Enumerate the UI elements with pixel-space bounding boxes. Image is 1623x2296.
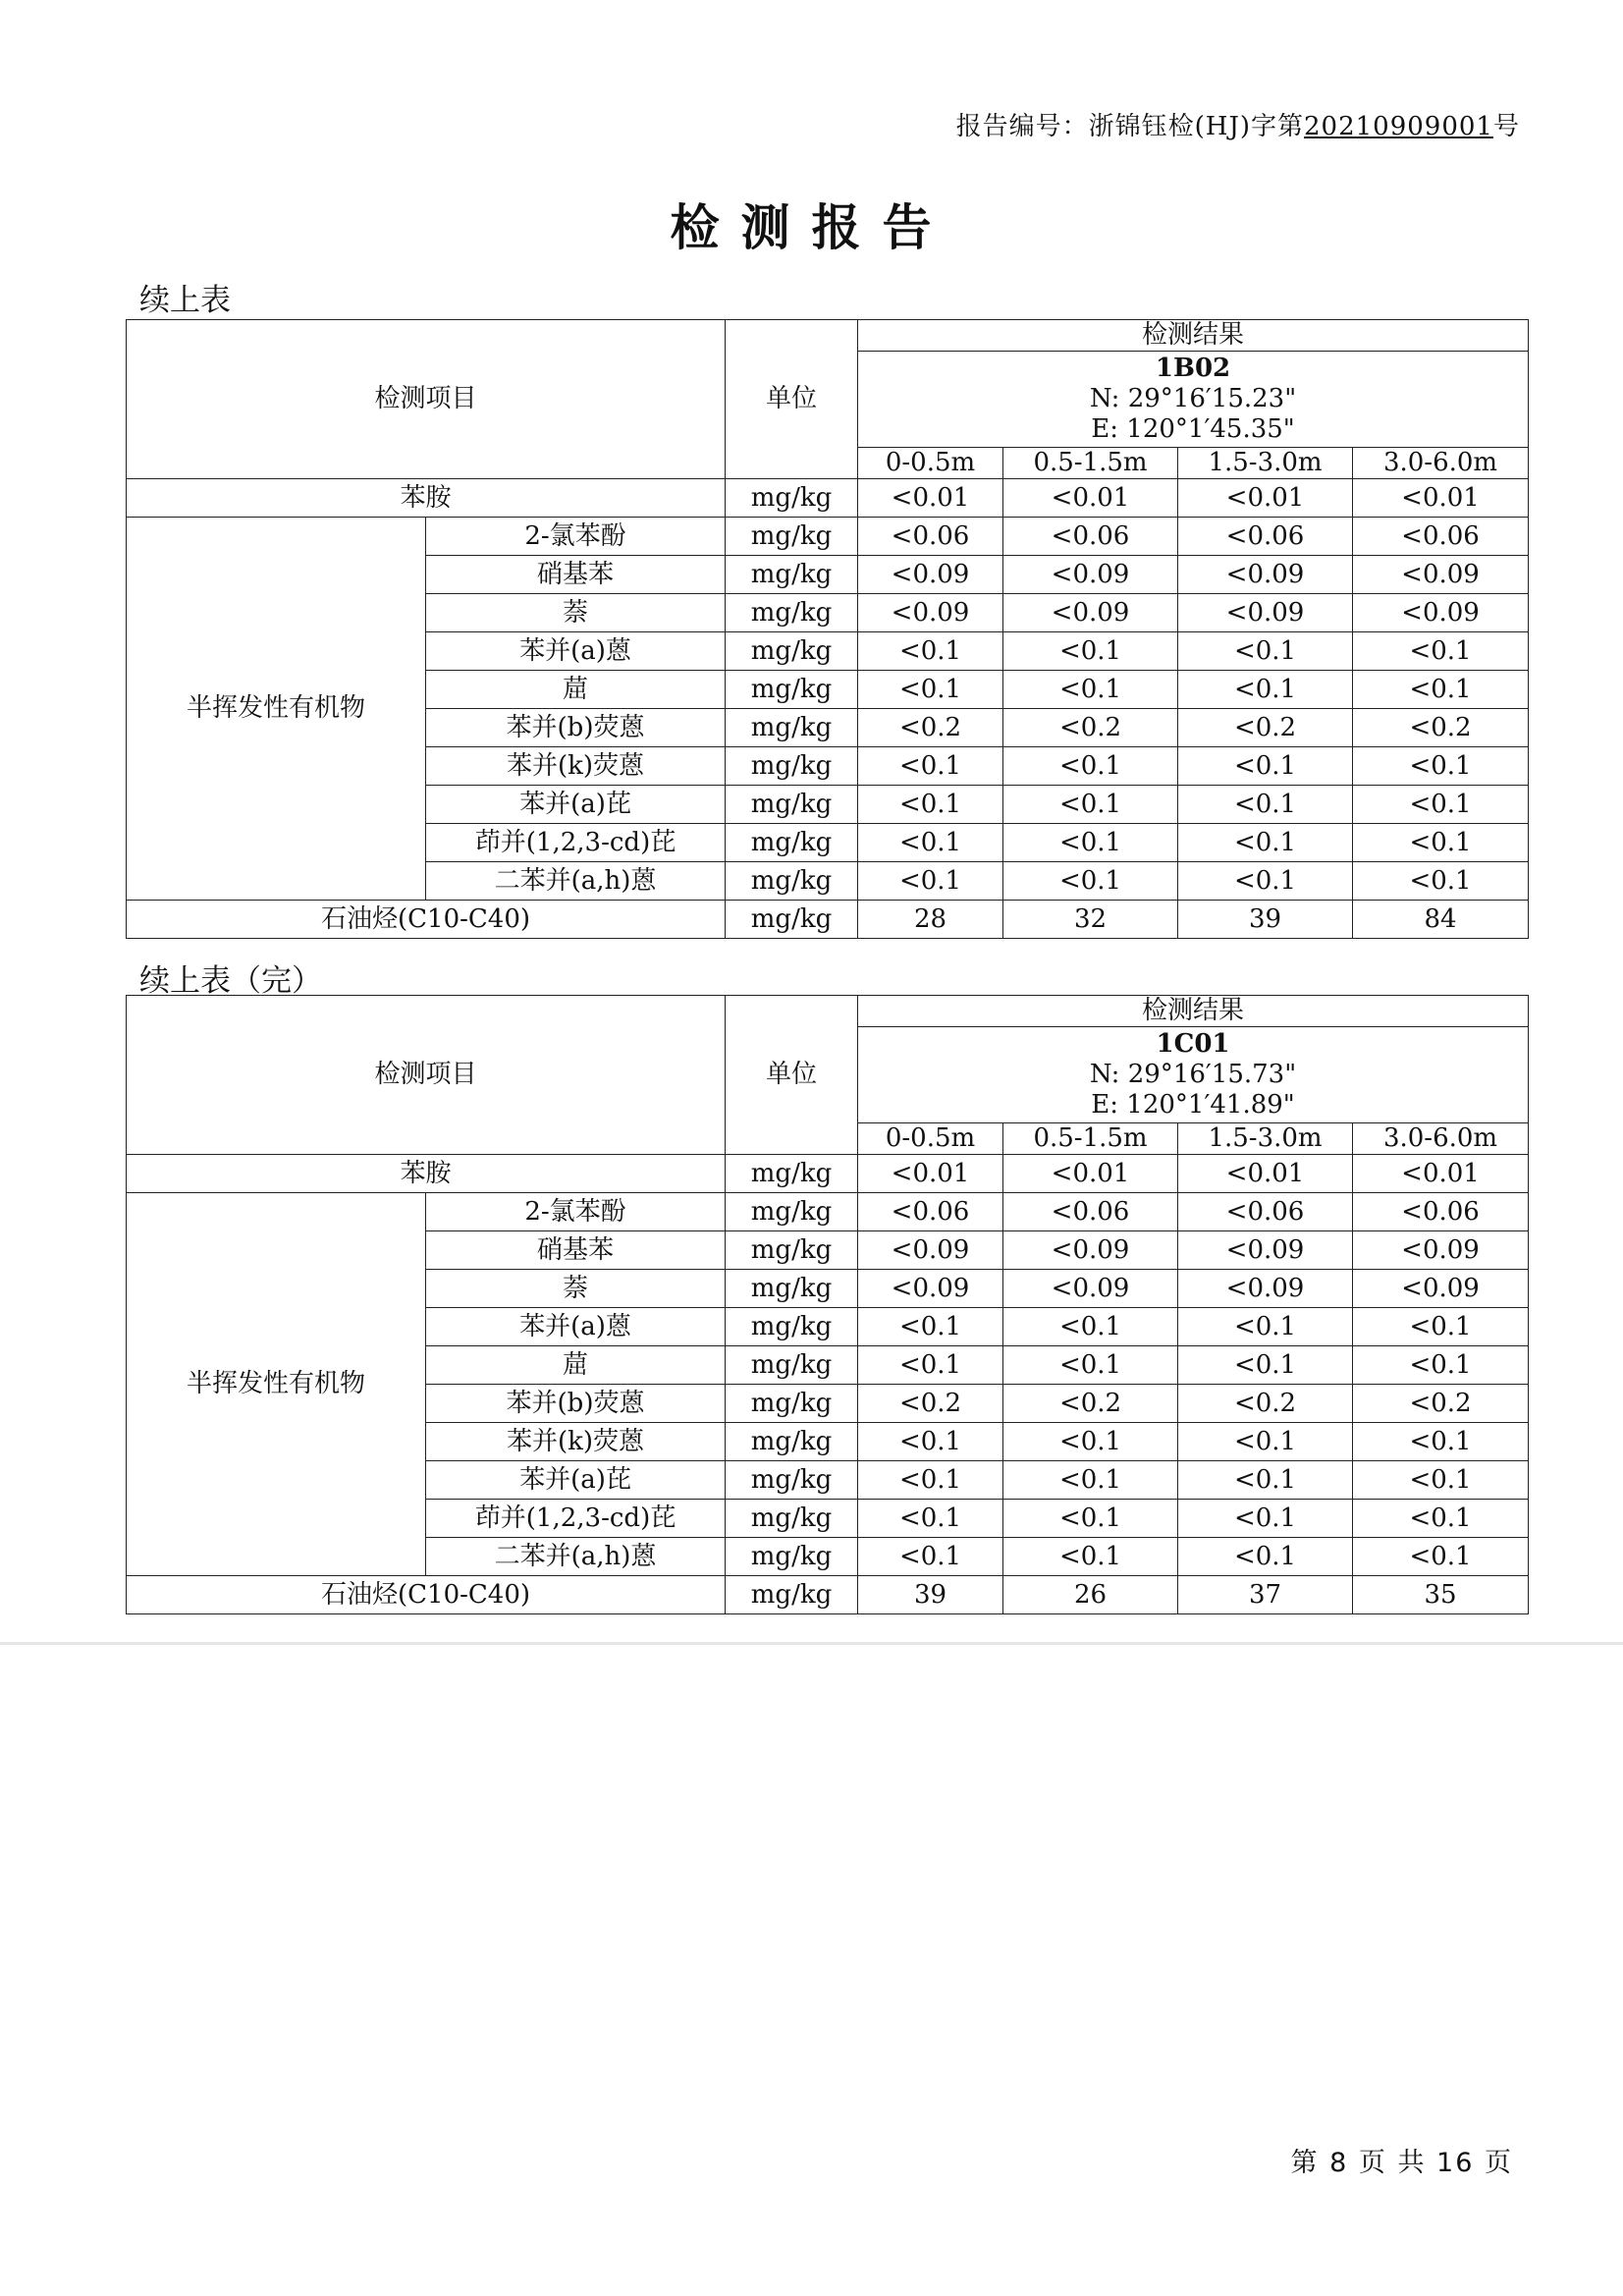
result-value: <0.1: [1003, 1423, 1178, 1461]
col-header-unit: 单位: [726, 996, 858, 1155]
site-lat: N: 29°16′15.23": [1089, 384, 1297, 414]
result-value: <0.09: [1003, 1231, 1178, 1270]
group-label: 半挥发性有机物: [127, 518, 426, 901]
result-value: <0.1: [1178, 1461, 1353, 1500]
result-value: <0.1: [1003, 824, 1178, 862]
result-value: <0.1: [1178, 1538, 1353, 1576]
result-value: <0.1: [858, 1308, 1003, 1346]
result-value: 35: [1353, 1576, 1529, 1614]
item-name: 二苯并(a,h)蒽: [426, 1538, 726, 1576]
result-value: <0.09: [858, 556, 1003, 594]
table-row: [127, 1155, 1529, 1193]
header-row: [127, 320, 1529, 352]
result-value: <0.1: [1178, 632, 1353, 671]
result-value: <0.1: [1353, 862, 1529, 901]
result-value: <0.1: [1003, 747, 1178, 786]
result-value: <0.09: [1003, 594, 1178, 632]
item-unit: mg/kg: [726, 479, 858, 518]
item-unit: mg/kg: [726, 1576, 858, 1614]
result-value: <0.1: [858, 1538, 1003, 1576]
result-value: <0.1: [1353, 1461, 1529, 1500]
result-value: <0.1: [1353, 1308, 1529, 1346]
result-value: 37: [1178, 1576, 1353, 1614]
group-label: 半挥发性有机物: [127, 1193, 426, 1576]
result-value: 32: [1003, 901, 1178, 939]
result-value: <0.1: [1353, 824, 1529, 862]
item-name: 二苯并(a,h)蒽: [426, 862, 726, 901]
result-value: <0.06: [1178, 518, 1353, 556]
result-value: <0.09: [1003, 1270, 1178, 1308]
item-unit: mg/kg: [726, 747, 858, 786]
result-value: <0.1: [1003, 862, 1178, 901]
result-value: <0.1: [1353, 1346, 1529, 1385]
result-value: <0.2: [1353, 1385, 1529, 1423]
item-name: 石油烃(C10-C40): [127, 901, 726, 939]
item-name: 石油烃(C10-C40): [127, 1576, 726, 1614]
item-unit: mg/kg: [726, 1461, 858, 1500]
depth-header: 3.0-6.0m: [1353, 1123, 1529, 1155]
result-value: <0.2: [858, 709, 1003, 747]
col-header-result: 检测结果: [858, 996, 1529, 1027]
depth-header: 0.5-1.5m: [1003, 448, 1178, 479]
result-value: <0.1: [1003, 1308, 1178, 1346]
item-name: 苯胺: [127, 1155, 726, 1193]
result-value: 28: [858, 901, 1003, 939]
result-value: <0.1: [858, 632, 1003, 671]
item-unit: mg/kg: [726, 1423, 858, 1461]
result-table-1: [126, 319, 1529, 939]
result-value: <0.2: [1178, 709, 1353, 747]
item-name: 苯并(b)荧蒽: [426, 1385, 726, 1423]
item-name: 硝基苯: [426, 1231, 726, 1270]
result-value: <0.1: [1353, 1423, 1529, 1461]
table-row: [127, 518, 1529, 556]
item-name: 苯并(a)芘: [426, 1461, 726, 1500]
result-value: 39: [1178, 901, 1353, 939]
result-value: <0.1: [858, 747, 1003, 786]
result-value: <0.1: [1353, 786, 1529, 824]
result-value: 39: [858, 1576, 1003, 1614]
result-value: <0.1: [1353, 632, 1529, 671]
item-unit: mg/kg: [726, 1346, 858, 1385]
result-value: <0.09: [1178, 594, 1353, 632]
item-unit: mg/kg: [726, 1231, 858, 1270]
site-site-id: 1B02: [1155, 353, 1231, 383]
result-value: <0.09: [1353, 556, 1529, 594]
result-value: <0.01: [1178, 479, 1353, 518]
col-header-item: 检测项目: [127, 996, 726, 1155]
site-lon: E: 120°1′45.35": [1091, 414, 1295, 445]
result-value: <0.1: [1178, 824, 1353, 862]
result-value: <0.1: [1353, 1538, 1529, 1576]
result-value: 26: [1003, 1576, 1178, 1614]
result-value: <0.1: [858, 1346, 1003, 1385]
table-row: [127, 1576, 1529, 1614]
result-value: <0.09: [1178, 1270, 1353, 1308]
site-site-id: 1C01: [1156, 1028, 1230, 1059]
report-number-label: 报告编号：浙锦钰检(HJ)字第: [955, 112, 1305, 141]
result-value: <0.01: [858, 479, 1003, 518]
result-value: <0.1: [1353, 1500, 1529, 1538]
table-caption-2: 续上表（完）: [139, 963, 322, 999]
item-unit: mg/kg: [726, 824, 858, 862]
result-value: <0.1: [1178, 671, 1353, 709]
site-lat: N: 29°16′15.73": [1089, 1060, 1297, 1090]
depth-header: 1.5-3.0m: [1178, 448, 1353, 479]
site-lon: E: 120°1′41.89": [1091, 1090, 1295, 1121]
col-header-item: 检测项目: [127, 320, 726, 479]
result-value: <0.09: [858, 594, 1003, 632]
table-row: [127, 479, 1529, 518]
site-cell: [858, 1027, 1529, 1123]
result-value: <0.1: [1003, 786, 1178, 824]
result-value: <0.1: [1003, 1346, 1178, 1385]
page-title: 检测报告: [670, 199, 953, 256]
result-table-2: [126, 995, 1529, 1614]
result-value: <0.1: [1003, 1500, 1178, 1538]
result-value: <0.06: [1003, 518, 1178, 556]
table-row: [127, 1193, 1529, 1231]
report-number: [956, 106, 1520, 142]
item-unit: mg/kg: [726, 632, 858, 671]
item-name: 苯并(k)荧蒽: [426, 747, 726, 786]
col-header-unit: 单位: [726, 320, 858, 479]
header-row: [127, 996, 1529, 1027]
result-value: <0.1: [1178, 862, 1353, 901]
result-value: <0.1: [1178, 1500, 1353, 1538]
result-value: <0.2: [1003, 709, 1178, 747]
result-value: <0.1: [1003, 632, 1178, 671]
depth-header: 0-0.5m: [858, 1123, 1003, 1155]
item-name: 䓛: [426, 671, 726, 709]
result-value: <0.06: [858, 518, 1003, 556]
item-name: 硝基苯: [426, 556, 726, 594]
item-name: 苯并(a)蒽: [426, 1308, 726, 1346]
item-unit: mg/kg: [726, 1385, 858, 1423]
result-value: <0.01: [858, 1155, 1003, 1193]
item-unit: mg/kg: [726, 594, 858, 632]
item-unit: mg/kg: [726, 1193, 858, 1231]
result-value: <0.2: [1353, 709, 1529, 747]
item-unit: mg/kg: [726, 671, 858, 709]
result-value: <0.2: [1003, 1385, 1178, 1423]
result-value: <0.1: [1178, 786, 1353, 824]
report-number-value: 20210909001: [1304, 112, 1493, 141]
result-value: <0.09: [1353, 1231, 1529, 1270]
table-row: [127, 901, 1529, 939]
result-value: <0.1: [858, 824, 1003, 862]
result-value: <0.01: [1353, 1155, 1529, 1193]
result-value: <0.09: [1178, 556, 1353, 594]
item-unit: mg/kg: [726, 1308, 858, 1346]
item-name: 2-氯苯酚: [426, 518, 726, 556]
result-value: <0.06: [1003, 1193, 1178, 1231]
result-value: <0.1: [858, 671, 1003, 709]
item-name: 萘: [426, 594, 726, 632]
result-value: <0.1: [1003, 1538, 1178, 1576]
result-value: 84: [1353, 901, 1529, 939]
result-value: <0.01: [1178, 1155, 1353, 1193]
table-caption-1: 续上表: [139, 283, 231, 318]
result-value: <0.2: [858, 1385, 1003, 1423]
result-value: <0.1: [858, 1500, 1003, 1538]
site-cell: [858, 352, 1529, 448]
result-value: <0.09: [1003, 556, 1178, 594]
result-value: <0.01: [1003, 479, 1178, 518]
item-name: 萘: [426, 1270, 726, 1308]
page-footer: 第 8 页 共 16 页: [1290, 2148, 1513, 2178]
result-value: <0.1: [858, 1461, 1003, 1500]
item-unit: mg/kg: [726, 1155, 858, 1193]
result-value: <0.06: [1353, 518, 1529, 556]
depth-header: 0.5-1.5m: [1003, 1123, 1178, 1155]
item-name: 苯并(a)芘: [426, 786, 726, 824]
item-unit: mg/kg: [726, 518, 858, 556]
result-value: <0.1: [1353, 671, 1529, 709]
result-value: <0.01: [1353, 479, 1529, 518]
col-header-result: 检测结果: [858, 320, 1529, 352]
item-unit: mg/kg: [726, 1270, 858, 1308]
result-value: <0.1: [858, 862, 1003, 901]
item-name: 茚并(1,2,3-cd)芘: [426, 824, 726, 862]
item-unit: mg/kg: [726, 556, 858, 594]
result-value: <0.06: [1353, 1193, 1529, 1231]
depth-header: 0-0.5m: [858, 448, 1003, 479]
result-value: <0.01: [1003, 1155, 1178, 1193]
item-name: 苯并(a)蒽: [426, 632, 726, 671]
depth-header: 3.0-6.0m: [1353, 448, 1529, 479]
item-unit: mg/kg: [726, 1500, 858, 1538]
result-value: <0.06: [1178, 1193, 1353, 1231]
result-value: <0.1: [858, 786, 1003, 824]
scan-artifact-line: [0, 1642, 1623, 1645]
report-number-suffix: 号: [1492, 112, 1520, 141]
item-unit: mg/kg: [726, 1538, 858, 1576]
result-value: <0.09: [858, 1270, 1003, 1308]
item-name: 苯并(k)荧蒽: [426, 1423, 726, 1461]
item-name: 2-氯苯酚: [426, 1193, 726, 1231]
result-value: <0.1: [1178, 1346, 1353, 1385]
result-value: <0.1: [858, 1423, 1003, 1461]
result-value: <0.09: [1178, 1231, 1353, 1270]
result-value: <0.2: [1178, 1385, 1353, 1423]
result-value: <0.06: [858, 1193, 1003, 1231]
item-unit: mg/kg: [726, 862, 858, 901]
item-name: 䓛: [426, 1346, 726, 1385]
result-value: <0.09: [858, 1231, 1003, 1270]
result-value: <0.1: [1003, 671, 1178, 709]
depth-header: 1.5-3.0m: [1178, 1123, 1353, 1155]
item-name: 苯胺: [127, 479, 726, 518]
result-value: <0.1: [1178, 1423, 1353, 1461]
item-unit: mg/kg: [726, 786, 858, 824]
item-unit: mg/kg: [726, 901, 858, 939]
result-value: <0.1: [1178, 1308, 1353, 1346]
item-unit: mg/kg: [726, 709, 858, 747]
item-name: 苯并(b)荧蒽: [426, 709, 726, 747]
result-value: <0.1: [1353, 747, 1529, 786]
result-value: <0.09: [1353, 594, 1529, 632]
result-value: <0.1: [1003, 1461, 1178, 1500]
item-name: 茚并(1,2,3-cd)芘: [426, 1500, 726, 1538]
result-value: <0.09: [1353, 1270, 1529, 1308]
result-value: <0.1: [1178, 747, 1353, 786]
